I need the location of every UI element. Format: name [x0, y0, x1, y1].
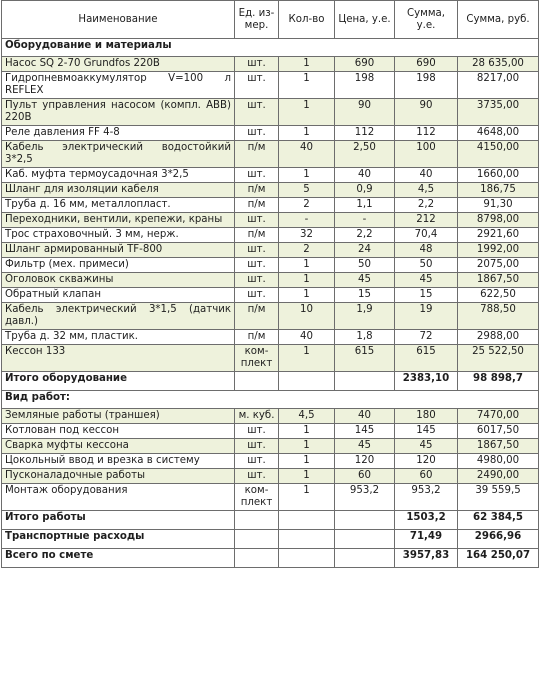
item-name: Земляные работы (траншея)	[2, 409, 235, 424]
total-sum-rub: 2966,96	[458, 530, 539, 549]
table-cell	[235, 549, 279, 568]
item-sum-rub: 2075,00	[458, 258, 539, 273]
item-qty: 1	[279, 439, 335, 454]
item-name: Оголовок скважины	[2, 273, 235, 288]
item-qty: 4,5	[279, 409, 335, 424]
section-title: Вид работ:	[2, 391, 539, 409]
item-unit: шт.	[235, 424, 279, 439]
item-price: 1,1	[335, 198, 395, 213]
item-qty: 1	[279, 126, 335, 141]
total-label: Итого оборудование	[2, 372, 235, 391]
item-sum-rub: 1660,00	[458, 168, 539, 183]
item-price: 45	[335, 273, 395, 288]
item-name: Труба д. 16 мм, металлопласт.	[2, 198, 235, 213]
table-row	[2, 439, 539, 454]
item-sum-ue: 90	[395, 99, 458, 126]
item-qty: 5	[279, 183, 335, 198]
item-unit: м. куб.	[235, 409, 279, 424]
table-cell	[335, 549, 395, 568]
item-sum-rub: 1867,50	[458, 273, 539, 288]
table-row	[2, 303, 539, 330]
item-qty: 1	[279, 72, 335, 99]
item-price: 40	[335, 409, 395, 424]
item-price: 0,9	[335, 183, 395, 198]
table-cell	[235, 372, 279, 391]
item-unit: п/м	[235, 228, 279, 243]
table-row	[2, 213, 539, 228]
item-price: 50	[335, 258, 395, 273]
estimate-table	[1, 0, 539, 568]
table-row	[2, 330, 539, 345]
total-sum-rub: 62 384,5	[458, 511, 539, 530]
item-name: Каб. муфта термоусадочная 3*2,5	[2, 168, 235, 183]
item-name: Пульт управления насосом (компл. ABB) 220В	[2, 99, 235, 126]
item-name: Котлован под кессон	[2, 424, 235, 439]
item-sum-ue: 180	[395, 409, 458, 424]
item-sum-ue: 953,2	[395, 484, 458, 511]
item-qty: 1	[279, 288, 335, 303]
item-sum-ue: 15	[395, 288, 458, 303]
col-header-sum-ue: Сумма, у.е.	[395, 1, 458, 39]
item-sum-ue: 70,4	[395, 228, 458, 243]
item-sum-ue: 40	[395, 168, 458, 183]
table-row	[2, 198, 539, 213]
table-row	[2, 273, 539, 288]
grand-total-row	[2, 549, 539, 568]
item-unit: шт.	[235, 57, 279, 72]
table-row	[2, 228, 539, 243]
item-price: 2,50	[335, 141, 395, 168]
item-price: 60	[335, 469, 395, 484]
item-unit: шт.	[235, 469, 279, 484]
item-sum-rub: 788,50	[458, 303, 539, 330]
item-sum-ue: 45	[395, 439, 458, 454]
item-price: 690	[335, 57, 395, 72]
total-label: Транспортные расходы	[2, 530, 235, 549]
item-unit: шт.	[235, 454, 279, 469]
item-sum-rub: 8217,00	[458, 72, 539, 99]
item-sum-ue: 212	[395, 213, 458, 228]
item-qty: 1	[279, 469, 335, 484]
item-sum-ue: 19	[395, 303, 458, 330]
item-sum-ue: 615	[395, 345, 458, 372]
item-name: Обратный клапан	[2, 288, 235, 303]
item-sum-rub: 1867,50	[458, 439, 539, 454]
table-row	[2, 141, 539, 168]
item-unit: п/м	[235, 141, 279, 168]
item-name: Кессон 133	[2, 345, 235, 372]
item-sum-rub: 8798,00	[458, 213, 539, 228]
item-unit: шт.	[235, 288, 279, 303]
item-qty: 40	[279, 141, 335, 168]
item-sum-ue: 112	[395, 126, 458, 141]
table-row	[2, 424, 539, 439]
item-sum-ue: 100	[395, 141, 458, 168]
total-sum-ue: 1503,2	[395, 511, 458, 530]
item-unit: п/м	[235, 330, 279, 345]
item-unit: шт.	[235, 273, 279, 288]
item-sum-ue: 2,2	[395, 198, 458, 213]
item-sum-ue: 198	[395, 72, 458, 99]
table-cell	[335, 530, 395, 549]
item-sum-rub: 622,50	[458, 288, 539, 303]
section-header-works	[2, 391, 539, 409]
item-sum-ue: 60	[395, 469, 458, 484]
col-header-price: Цена, у.е.	[335, 1, 395, 39]
item-sum-rub: 2988,00	[458, 330, 539, 345]
total-label: Итого работы	[2, 511, 235, 530]
item-name: Насос SQ 2-70 Grundfos 220В	[2, 57, 235, 72]
transport-row	[2, 530, 539, 549]
item-qty: 40	[279, 330, 335, 345]
table-row	[2, 243, 539, 258]
item-sum-rub: 91,30	[458, 198, 539, 213]
item-sum-rub: 4980,00	[458, 454, 539, 469]
item-price: 2,2	[335, 228, 395, 243]
item-qty: 2	[279, 198, 335, 213]
table-row	[2, 484, 539, 511]
item-name: Кабель электрический водостойкий 3*2,5	[2, 141, 235, 168]
item-sum-ue: 120	[395, 454, 458, 469]
item-sum-ue: 45	[395, 273, 458, 288]
table-cell	[235, 511, 279, 530]
item-sum-rub: 6017,50	[458, 424, 539, 439]
table-cell	[279, 530, 335, 549]
item-name: Трос страховочный. 3 мм, нерж.	[2, 228, 235, 243]
table-row	[2, 469, 539, 484]
item-name: Гидропневмоаккумулятор V=100 л REFLEX	[2, 72, 235, 99]
item-unit: ком- плект	[235, 484, 279, 511]
table-cell	[279, 372, 335, 391]
item-price: 90	[335, 99, 395, 126]
col-header-qty: Кол-во	[279, 1, 335, 39]
item-sum-rub: 2921,60	[458, 228, 539, 243]
item-unit: п/м	[235, 183, 279, 198]
item-name: Сварка муфты кессона	[2, 439, 235, 454]
header-row	[2, 1, 539, 39]
item-price: 112	[335, 126, 395, 141]
item-sum-rub: 28 635,00	[458, 57, 539, 72]
item-unit: шт.	[235, 99, 279, 126]
item-sum-ue: 690	[395, 57, 458, 72]
total-label: Всего по смете	[2, 549, 235, 568]
item-qty: 1	[279, 99, 335, 126]
table-row	[2, 168, 539, 183]
table-cell	[335, 511, 395, 530]
table-row	[2, 454, 539, 469]
item-price: 24	[335, 243, 395, 258]
item-name: Реле давления FF 4-8	[2, 126, 235, 141]
item-qty: -	[279, 213, 335, 228]
item-price: 953,2	[335, 484, 395, 511]
item-name: Переходники, вентили, крепежи, краны	[2, 213, 235, 228]
item-qty: 1	[279, 57, 335, 72]
table-row	[2, 258, 539, 273]
item-unit: шт.	[235, 213, 279, 228]
total-works-row	[2, 511, 539, 530]
item-unit: п/м	[235, 303, 279, 330]
total-sum-ue: 71,49	[395, 530, 458, 549]
table-cell	[235, 530, 279, 549]
total-sum-ue: 3957,83	[395, 549, 458, 568]
item-sum-rub: 4648,00	[458, 126, 539, 141]
item-qty: 1	[279, 484, 335, 511]
item-sum-rub: 186,75	[458, 183, 539, 198]
item-price: 615	[335, 345, 395, 372]
item-name: Фильтр (мех. примеси)	[2, 258, 235, 273]
table-row	[2, 345, 539, 372]
item-unit: шт.	[235, 72, 279, 99]
item-name: Шланг армированный TF-800	[2, 243, 235, 258]
item-unit: ком- плект	[235, 345, 279, 372]
item-price: 40	[335, 168, 395, 183]
table-row	[2, 99, 539, 126]
item-name: Цокольный ввод и врезка в систему	[2, 454, 235, 469]
item-price: 45	[335, 439, 395, 454]
item-name: Пусконаладочные работы	[2, 469, 235, 484]
item-sum-ue: 50	[395, 258, 458, 273]
item-qty: 1	[279, 168, 335, 183]
item-qty: 1	[279, 345, 335, 372]
item-name: Кабель электрический 3*1,5 (датчик давл.)	[2, 303, 235, 330]
item-sum-rub: 39 559,5	[458, 484, 539, 511]
item-unit: шт.	[235, 168, 279, 183]
section-title: Оборудование и материалы	[2, 39, 539, 57]
table-row	[2, 126, 539, 141]
item-sum-rub: 4150,00	[458, 141, 539, 168]
item-price: 15	[335, 288, 395, 303]
total-sum-ue: 2383,10	[395, 372, 458, 391]
item-sum-rub: 25 522,50	[458, 345, 539, 372]
table-row	[2, 57, 539, 72]
table-cell	[335, 372, 395, 391]
item-unit: шт.	[235, 258, 279, 273]
table-row	[2, 409, 539, 424]
table-row	[2, 288, 539, 303]
table-cell	[279, 511, 335, 530]
item-price: 1,8	[335, 330, 395, 345]
item-name: Шланг для изоляции кабеля	[2, 183, 235, 198]
item-sum-rub: 3735,00	[458, 99, 539, 126]
total-sum-rub: 164 250,07	[458, 549, 539, 568]
item-qty: 1	[279, 258, 335, 273]
item-unit: п/м	[235, 198, 279, 213]
item-sum-rub: 1992,00	[458, 243, 539, 258]
item-price: 1,9	[335, 303, 395, 330]
item-price: -	[335, 213, 395, 228]
item-qty: 10	[279, 303, 335, 330]
col-header-unit: Ед. из- мер.	[235, 1, 279, 39]
item-unit: шт.	[235, 243, 279, 258]
total-equipment-row	[2, 372, 539, 391]
table-row	[2, 72, 539, 99]
table-cell	[279, 549, 335, 568]
item-price: 145	[335, 424, 395, 439]
item-qty: 1	[279, 454, 335, 469]
item-price: 120	[335, 454, 395, 469]
item-sum-ue: 145	[395, 424, 458, 439]
item-qty: 1	[279, 424, 335, 439]
item-sum-ue: 72	[395, 330, 458, 345]
item-qty: 2	[279, 243, 335, 258]
item-name: Монтаж оборудования	[2, 484, 235, 511]
total-sum-rub: 98 898,7	[458, 372, 539, 391]
item-sum-rub: 7470,00	[458, 409, 539, 424]
item-sum-rub: 2490,00	[458, 469, 539, 484]
table-row	[2, 183, 539, 198]
item-name: Труба д. 32 мм, пластик.	[2, 330, 235, 345]
item-qty: 1	[279, 273, 335, 288]
item-unit: шт.	[235, 126, 279, 141]
item-qty: 32	[279, 228, 335, 243]
item-sum-ue: 48	[395, 243, 458, 258]
section-header-equipment	[2, 39, 539, 57]
item-price: 198	[335, 72, 395, 99]
col-header-name: Наименование	[2, 1, 235, 39]
item-unit: шт.	[235, 439, 279, 454]
col-header-sum-rub: Сумма, руб.	[458, 1, 539, 39]
item-sum-ue: 4,5	[395, 183, 458, 198]
